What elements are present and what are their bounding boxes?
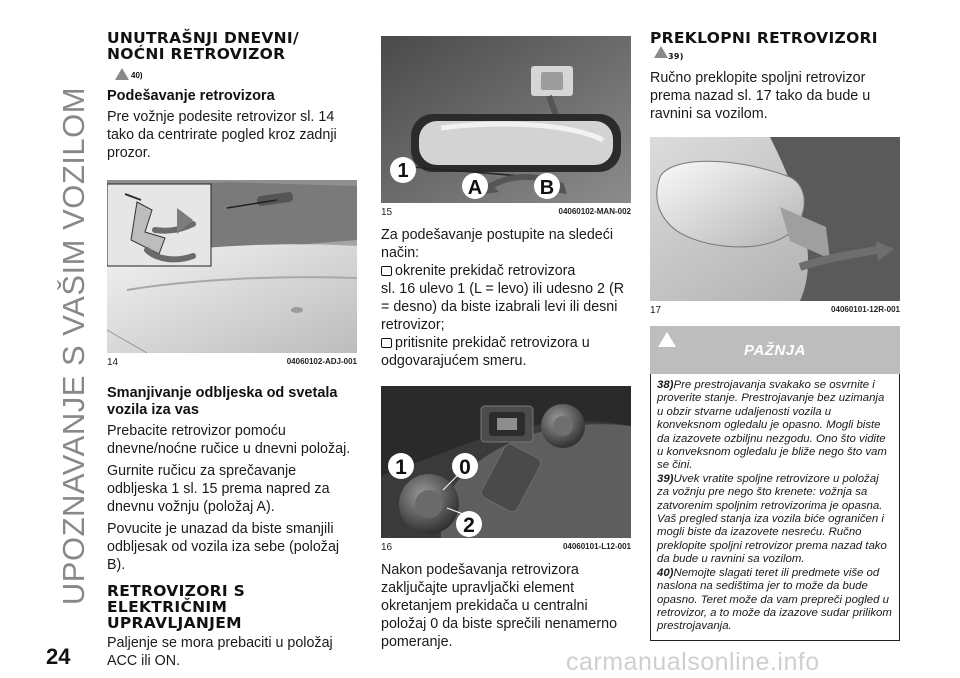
warning-triangle-icon	[115, 68, 129, 80]
figure-14-number: 14	[107, 357, 119, 368]
side-section-title-text: UPOZNAVANJE S VAŠIM VOZILOM	[56, 86, 91, 606]
checkbox-bullet-icon	[381, 266, 392, 276]
rear-view-mirror-image	[381, 36, 631, 203]
figure-16	[381, 386, 631, 538]
warning-ref-label: 40)	[131, 71, 143, 80]
bullet-turn-switch	[381, 262, 631, 280]
checkbox-bullet-icon	[381, 338, 392, 348]
figure-16-label-1: 1	[395, 456, 407, 479]
warning-38	[657, 379, 892, 473]
subheading-glare: Smanjivanje odbljeska od svetala vozila iza vas	[107, 385, 338, 418]
watermark: carmanualsonline.info	[566, 648, 820, 676]
figure-15-caption	[381, 207, 631, 218]
column-2	[381, 36, 631, 651]
bullet-press-switch	[381, 334, 631, 370]
figure-17-caption	[650, 305, 900, 316]
figure-16-label-2: 2	[463, 514, 475, 537]
figure-15-label-a: A	[467, 177, 483, 199]
warning-40-number: 40)	[657, 566, 674, 579]
warning-title: PAŽNJA	[744, 341, 806, 359]
paragraph-glare-3: Povucite je unazad da biste smanjili odbljesak od vozila iza sebe (položaj B).	[107, 521, 340, 573]
column-3	[650, 30, 900, 641]
warning-ref-39: 39)	[668, 52, 684, 61]
paragraph-procedure: Za podešavanje postupite na sledeći način:	[381, 227, 614, 261]
heading-electric-mirrors: RETROVIZORI S ELEKTRIČNIM UPRAVLJANJEM	[107, 582, 246, 632]
car-interior-mirror-image	[107, 180, 357, 353]
warning-triangle-icon	[654, 46, 668, 58]
column-1	[107, 30, 357, 670]
paragraph-lock: Nakon podešavanja retrovizora zaključajte upravljački element okretanjem prekidača u centralni položaj 0 da biste sprečili nenamerno pomeranje.	[381, 562, 618, 650]
figure-17-number: 17	[650, 305, 662, 316]
warning-40	[657, 567, 892, 634]
warning-header	[650, 326, 900, 374]
warning-38-text: Pre prestrojavanja svakako se osvrnite i proverite stanje. Prestrojavanje bez uzimanja u obzir stvarne udaljenosti vozila u konveksnom ogledalu je opasno. Mogli biste da izazovete ozbiljnu nezgodu. Ono što vidite u konveksnom ogledalu je bliže nego što vam se čini.	[657, 379, 887, 472]
paragraph-glare-2: Gurnite ručicu za sprečavanje odbljeska 1 sl. 15 prema napred za dnevnu vožnju (položaj A).	[107, 463, 330, 515]
mirror-switch-image	[381, 386, 631, 538]
figure-15-number: 15	[381, 207, 393, 218]
figure-16-code: 04060101-L12-001	[562, 542, 631, 551]
bullet-press-switch-label: pritisnite prekidač retrovizora u odgovarajućem smeru.	[381, 335, 590, 369]
bullet-turn-switch-detail: sl. 16 ulevo 1 (L = levo) ili udesno 2 (R = desno) da biste izabrali levi ili desni retrovizor;	[381, 281, 625, 333]
heading-folding-mirrors	[650, 30, 900, 65]
paragraph-fold: Ručno preklopite spoljni retrovizor prema nazad sl. 17 tako da bude u ravnini sa vozilom.	[650, 70, 871, 122]
warning-39-number: 39)	[657, 472, 674, 485]
page-number: 24	[46, 644, 71, 669]
paragraph-glare-1: Prebacite retrovizor pomoću dnevne/noćne ručice u dnevni položaj.	[107, 423, 351, 457]
paragraph-adjustment: Pre vožnje podesite retrovizor sl. 14 tako da centrirate pogled kroz zadnji prozor.	[107, 109, 337, 161]
figure-15-code: 04060102-MAN-002	[558, 207, 631, 216]
figure-14-caption	[107, 357, 357, 368]
figure-17-code: 04060101-12R-001	[831, 305, 900, 314]
warning-39	[657, 473, 892, 567]
figure-14	[107, 180, 357, 353]
warning-40-text: Nemojte slagati teret ili predmete više od naslona na sedištima jer to može da bude opasno. Teret može da vam prepreči pogled u retrovizor, a to može da izazove sudar prilikom prestrojavanja.	[657, 566, 892, 633]
figure-17	[650, 137, 900, 301]
heading-interior-mirror: UNUTRAŠNJI DNEVNI/ NOĆNI RETROVIZOR	[107, 29, 299, 63]
heading-folding-mirrors-text: PREKLOPNI RETROVIZORI	[650, 29, 878, 47]
figure-15-label-1: 1	[397, 160, 409, 182]
warning-39-text: Uvek vratite spoljne retrovizore u položaj za vožnju pre nego što krenete: vožnja sa zatvorenim spoljnim retrovizorima je opasna. Vaš pregled stanja iza vozila biće ograničen i mogli biste da izazovete nesreću. Ručno preklopite spoljni retrovizor prema nazad tako da bude u ravnini sa vozilom.	[657, 472, 887, 566]
figure-14-code: 04060102-ADJ-001	[286, 357, 357, 366]
side-mirror-image	[650, 137, 900, 301]
warning-38-number: 38)	[657, 379, 674, 391]
side-section-title	[54, 46, 94, 646]
figure-16-caption	[381, 542, 631, 553]
subheading-adjustment: Podešavanje retrovizora	[107, 88, 275, 104]
bullet-turn-switch-label: okrenite prekidač retrovizora	[395, 263, 576, 279]
warning-triangle-icon	[658, 332, 676, 347]
warning-box	[650, 374, 900, 641]
paragraph-ignition: Paljenje se mora prebaciti u položaj ACC ili ON.	[107, 635, 333, 669]
figure-15-label-b: B	[539, 177, 555, 199]
warning-ref-40	[115, 68, 357, 80]
figure-16-label-0: 0	[459, 456, 471, 479]
figure-15	[381, 36, 631, 203]
figure-16-number: 16	[381, 542, 393, 553]
